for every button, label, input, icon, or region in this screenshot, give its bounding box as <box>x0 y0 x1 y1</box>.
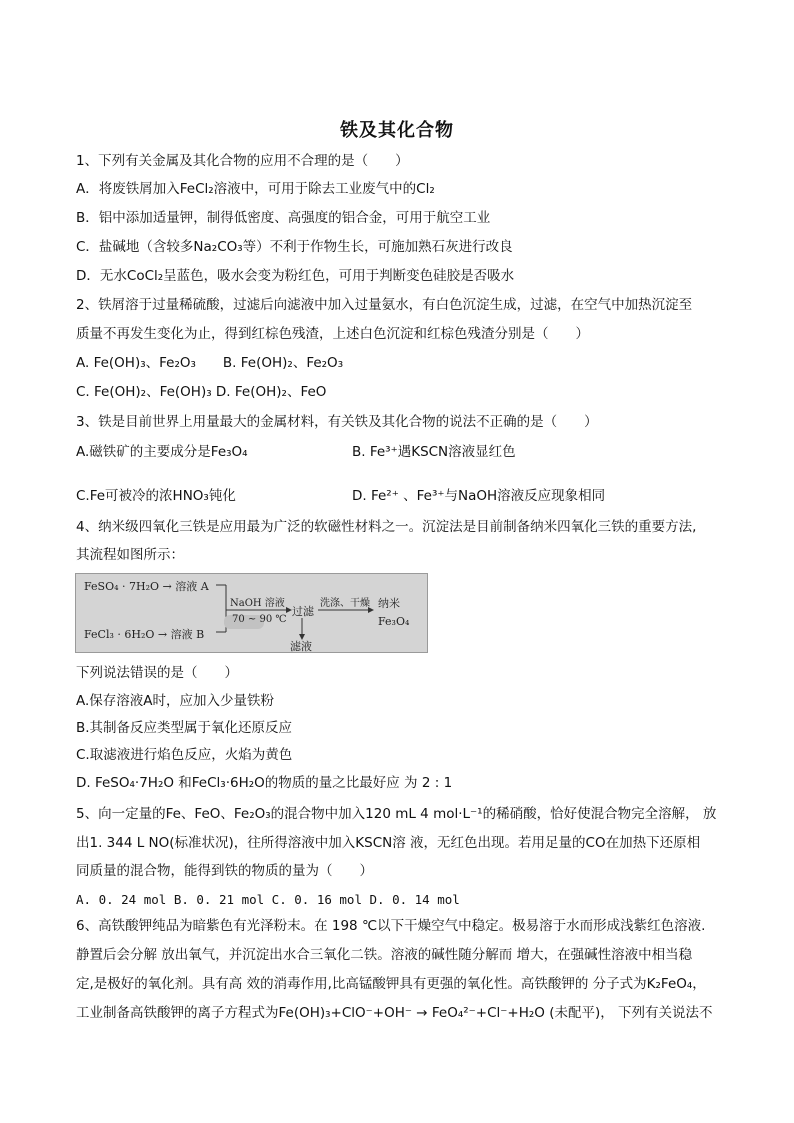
q3-option-d: D. Fe²⁺ 、Fe³⁺与NaOH溶液反应现象相同 <box>352 488 606 504</box>
q1-option-a: A．将废铁屑加入FeCl₂溶液中，可用于除去工业废气中的Cl₂ <box>76 181 435 197</box>
flow-filtrate: 滤液 <box>290 640 312 653</box>
flow-product-label: 纳米 <box>378 597 400 610</box>
q4-option-a: A.保存溶液A时，应加入少量铁粉 <box>76 693 275 709</box>
q3-option-a: A.磁铁矿的主要成分是Fe₃O₄ <box>76 444 248 460</box>
q3-option-c: C.Fe可被冷的浓HNO₃钝化 <box>76 488 236 504</box>
q1-stem: 1、下列有关金属及其化合物的应用不合理的是（ ） <box>76 153 409 169</box>
flow-temperature: 70 ~ 90 ℃ <box>232 614 287 625</box>
q4-ask: 下列说法错误的是（ ） <box>76 665 238 681</box>
q3-option-b: B. Fe³⁺遇KSCN溶液显红色 <box>352 444 516 460</box>
flow-input-b: FeCl₃ · 6H₂O → 溶液 B <box>84 628 205 641</box>
q5-stem-line2: 出1. 344 L NO(标准状况)，往所得溶液中加入KSCN溶 液，无红色出现。若用足量的CO在加热下还原相 <box>76 835 701 851</box>
q4-option-d: D. FeSO₄·7H₂O 和FeCl₃·6H₂O的物质的量之比最好应 为 2 : 1 <box>76 775 453 791</box>
flow-product-formula: Fe₃O₄ <box>378 615 410 628</box>
q6-line3: 定,是极好的氧化剂。具有高 效的消毒作用,比高锰酸钾具有更强的氧化性。高铁酸钾的 分子式为K₂FeO₄， <box>76 976 706 992</box>
flow-diagram <box>75 573 428 653</box>
q3-stem: 3、铁是目前世界上用量最大的金属材料，有关铁及其化合物的说法不正确的是（ ） <box>76 414 598 430</box>
q5-options: A. 0. 24 mol B. 0. 21 mol C. 0. 16 mol D. 0. 14 mol <box>76 892 460 907</box>
q4-option-b: B.其制备反应类型属于氧化还原反应 <box>76 720 293 736</box>
q1-option-b: B．铝中添加适量钾，制得低密度、高强度的铝合金，可用于航空工业 <box>76 210 491 226</box>
q6-line4: 工业制备高铁酸钾的离子方程式为Fe(OH)₃+ClO⁻+OH⁻ → FeO₄²⁻+Cl⁻+H₂O (未配平)， 下列有关说法不 <box>76 1005 713 1021</box>
q6-line2: 静置后会分解 放出氧气，并沉淀出水合三氧化二铁。溶液的碱性随分解而 增大，在强碱性溶液中相当稳 <box>76 947 693 963</box>
q5-stem-line3: 同质量的混合物，能得到铁的物质的量为（ ） <box>76 863 373 879</box>
q5-stem-line1: 5、向一定量的Fe、FeO、Fe₂O₃的混合物中加入120 mL 4 mol·L⁻¹的稀硝酸，恰好使混合物完全溶解， 放 <box>76 806 717 822</box>
q1-option-c: C．盐碱地（含较多Na₂CO₃等）不利于作物生长，可施加熟石灰进行改良 <box>76 239 513 255</box>
q2-stem-line1: 2、铁屑溶于过量稀硫酸，过滤后向滤液中加入过量氨水，有白色沉淀生成，过滤，在空气中加热沉淀至 <box>76 297 693 313</box>
q2-stem-line2: 质量不再发生变化为止，得到红棕色残渣，上述白色沉淀和红棕色残渣分别是（ ） <box>76 326 589 342</box>
q2-options-cd: C. Fe(OH)₂、Fe(OH)₃ D. Fe(OH)₂、FeO <box>76 384 327 400</box>
flow-input-a: FeSO₄ · 7H₂O → 溶液 A <box>84 580 209 593</box>
page-title: 铁及其化合物 <box>340 120 454 141</box>
q2-options-ab: A. Fe(OH)₃、Fe₂O₃ B. Fe(OH)₂、Fe₂O₃ <box>76 355 344 371</box>
q6-line1: 6、高铁酸钾纯品为暗紫色有光泽粉末。在 198 ℃以下干燥空气中稳定。极易溶于水而形成浅紫红色溶液. <box>76 918 706 934</box>
q1-option-d: D．无水CoCl₂呈蓝色，吸水会变为粉红色，可用于判断变色硅胶是否吸水 <box>76 268 515 284</box>
flow-reagent: NaOH 溶液 <box>230 598 285 609</box>
q4-stem-line2: 其流程如图所示： <box>76 547 184 563</box>
q4-stem-line1: 4、纳米级四氧化三铁是应用最为广泛的软磁性材料之一。沉淀法是目前制备纳米四氧化三铁的重要方法, <box>76 519 697 535</box>
flow-wash-dry: 洗涤、干燥 <box>320 598 370 609</box>
flow-filter-step: 过滤 <box>292 605 314 618</box>
q4-option-c: C.取滤液进行焰色反应，火焰为黄色 <box>76 747 293 763</box>
